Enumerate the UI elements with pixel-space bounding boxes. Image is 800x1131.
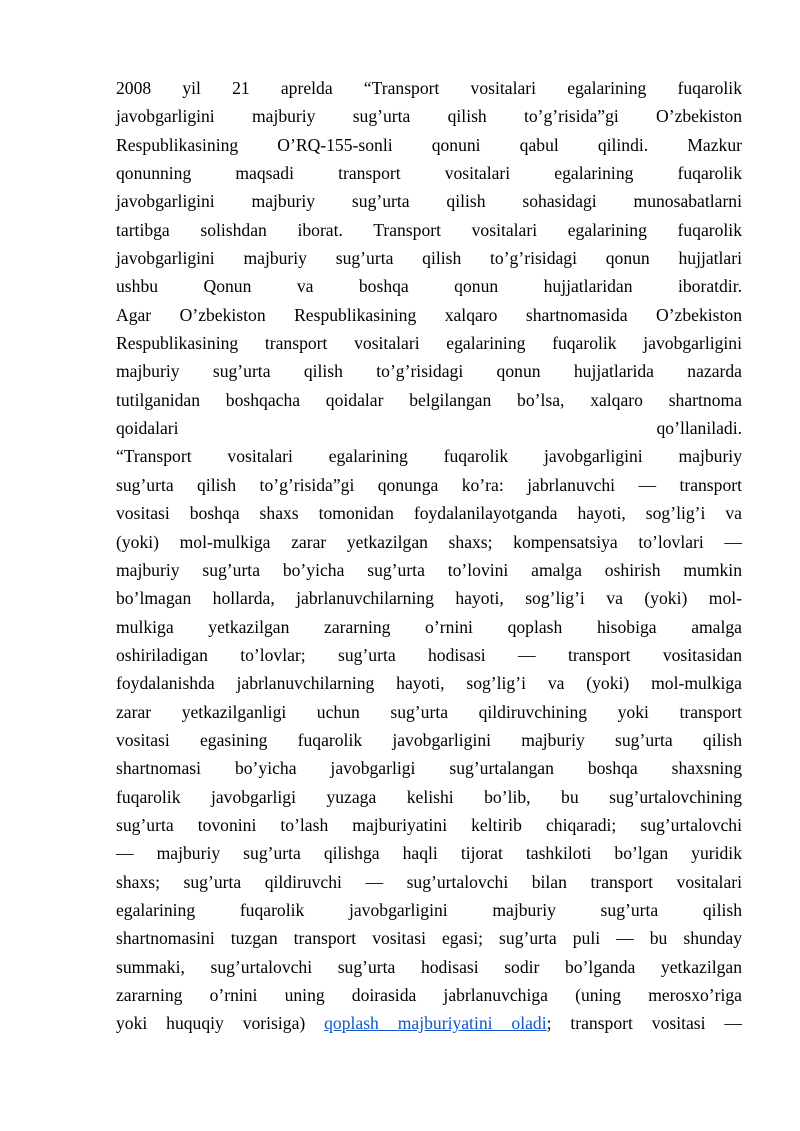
document-line: bo’lmagan hollarda, jabrlanuvchilarning hayoti, sog’lig’i va (yoki) mol- <box>116 588 742 609</box>
document-line <box>116 1009 742 1037</box>
document-line: zarar yetkazilganligi uchun sug’urta qildiruvchining yoki transport <box>116 701 742 722</box>
document-line: vositasi boshqa shaxs tomonidan foydalanilayotganda hayoti, sog’lig’i va <box>116 503 742 524</box>
document-line: qonunning maqsadi transport vositalari egalarining fuqarolik <box>116 163 742 184</box>
obligation-link[interactable]: qoplash majburiyatini oladi <box>324 1013 547 1034</box>
document-line: summaki, sug’urtalovchi sug’urta hodisasi sodir bo’lganda yetkazilgan <box>116 956 742 977</box>
document-page <box>116 74 742 1038</box>
document-line: majburiy sug’urta qilish to’g’risidagi qonun hujjatlarida nazarda <box>116 361 742 382</box>
document-line: tutilganidan boshqacha qoidalar belgilangan bo’lsa, xalqaro shartnoma <box>116 389 742 410</box>
document-line: majburiy sug’urta bo’yicha sug’urta to’lovini amalga oshirish mumkin <box>116 559 742 580</box>
document-line: zararning o’rnini uning doirasida jabrlanuvchiga (uning merosxo’riga <box>116 985 742 1005</box>
document-line: “Transport vositalari egalarining fuqarolik javobgarligini majburiy <box>116 446 742 467</box>
document-line: Agar O’zbekiston Respublikasining xalqaro shartnomasida O’zbekiston <box>116 304 742 325</box>
text-run: ; transport vositasi — <box>546 1013 743 1034</box>
document-body <box>116 74 742 1009</box>
document-line: javobgarligini majburiy sug’urta qilish sohasidagi munosabatlarni <box>116 191 742 212</box>
document-line: shaxs; sug’urta qildiruvchi — sug’urtalovchi bilan transport vositalari <box>116 871 742 892</box>
document-line: tartibga solishdan iborat. Transport vositalari egalarining fuqarolik <box>116 219 742 240</box>
document-line: shartnomasini tuzgan transport vositasi egasi; sug’urta puli — bu shunday <box>116 928 742 949</box>
document-line: (yoki) mol-mulkiga zarar yetkazilgan shaxs; kompensatsiya to’lovlari — <box>116 531 742 552</box>
document-line: sug’urta qilish to’g’risida”gi qonunga ko’ra: jabrlanuvchi — transport <box>116 474 742 495</box>
document-line: Respublikasining transport vositalari egalarining fuqarolik javobgarligini <box>116 333 742 354</box>
document-line: 2008 yil 21 aprelda “Transport vositalari egalarining fuqarolik <box>116 78 742 98</box>
text-run: yoki huquqiy vorisiga) <box>116 1013 325 1034</box>
document-line: — majburiy sug’urta qilishga haqli tijorat tashkiloti bo’lgan yuridik <box>116 843 742 864</box>
document-line: oshiriladigan to’lovlar; sug’urta hodisasi — transport vositasidan <box>116 644 742 665</box>
document-line: sug’urta tovonini to’lash majburiyatini keltirib chiqaradi; sug’urtalovchi <box>116 814 742 835</box>
document-line: javobgarligini majburiy sug’urta qilish to’g’risida”gi O’zbekiston <box>116 106 742 127</box>
document-line: Respublikasining O’RQ-155-sonli qonuni qabul qilindi. Mazkur <box>116 134 742 155</box>
document-line: vositasi egasining fuqarolik javobgarligini majburiy sug’urta qilish <box>116 729 742 750</box>
document-line: mulkiga yetkazilgan zararning o’rnini qoplash hisobiga amalga <box>116 616 742 637</box>
document-line: fuqarolik javobgarligi yuzaga kelishi bo’lib, bu sug’urtalovchining <box>116 786 742 807</box>
document-line: qoidalari qo’llaniladi. <box>116 418 742 439</box>
document-line: ushbu Qonun va boshqa qonun hujjatlaridan iboratdir. <box>116 276 742 297</box>
document-line: foydalanishda jabrlanuvchilarning hayoti, sog’lig’i va (yoki) mol-mulkiga <box>116 673 742 694</box>
document-line: javobgarligini majburiy sug’urta qilish to’g’risidagi qonun hujjatlari <box>116 248 742 269</box>
document-line: egalarining fuqarolik javobgarligini majburiy sug’urta qilish <box>116 899 742 920</box>
document-line: shartnomasi bo’yicha javobgarligi sug’urtalangan boshqa shaxsning <box>116 758 742 779</box>
